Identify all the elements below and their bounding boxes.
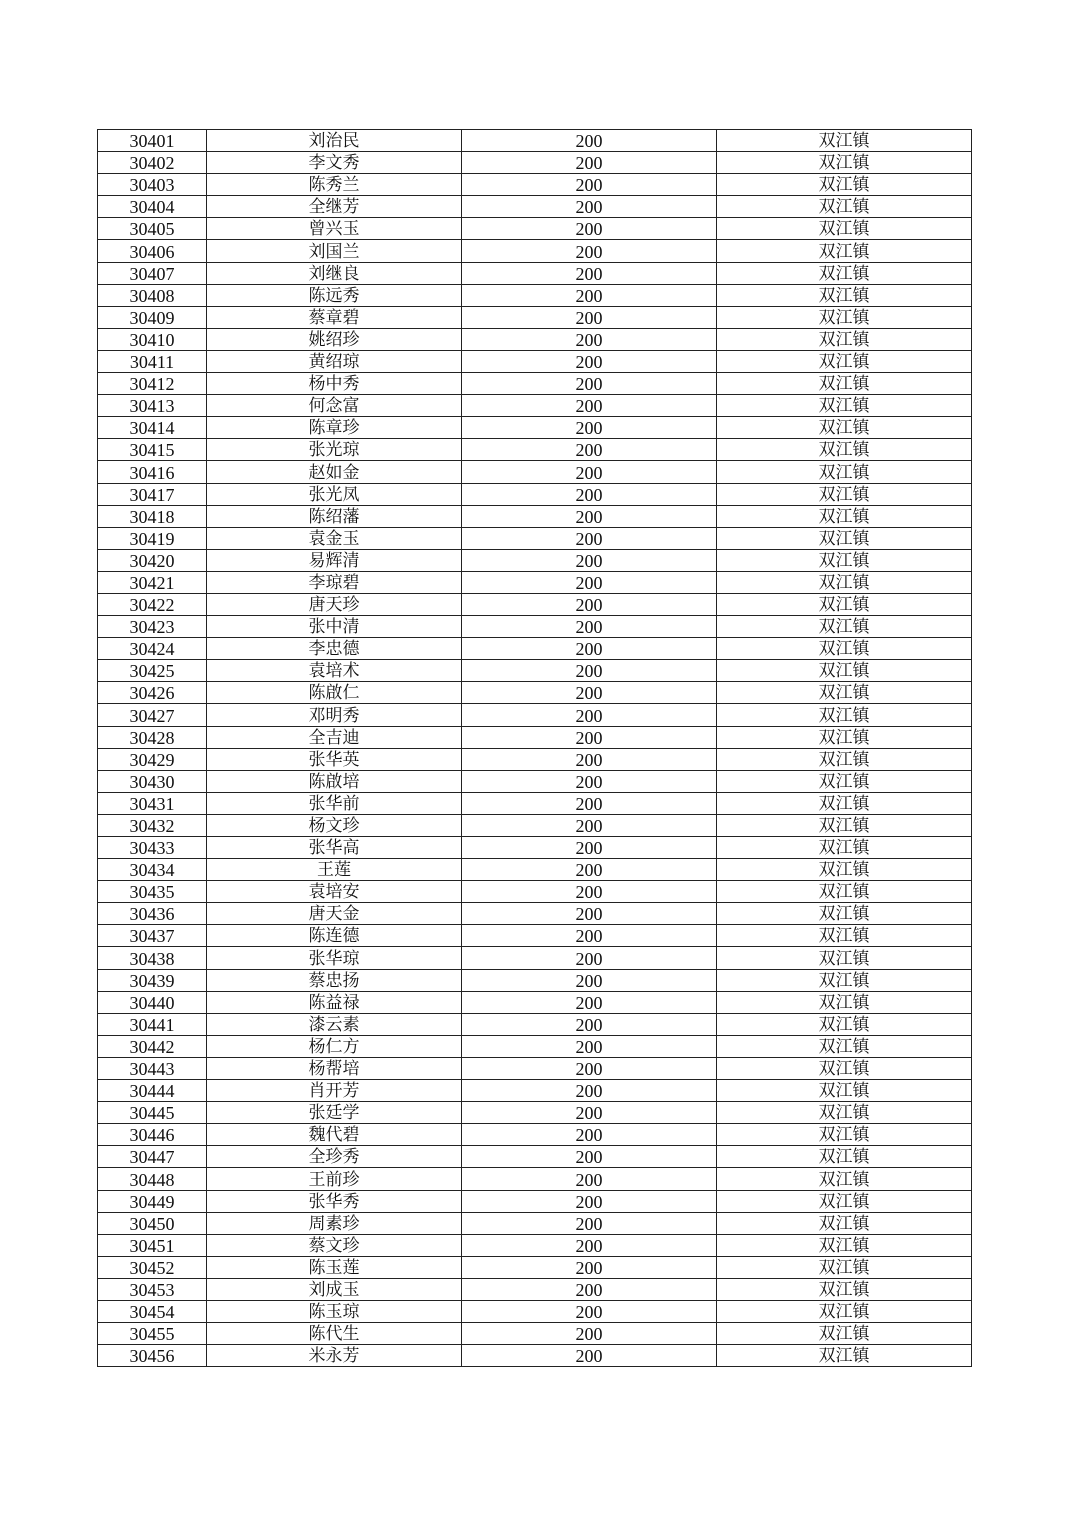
row-id-cell: 30418 xyxy=(98,505,207,527)
row-id-cell: 30409 xyxy=(98,306,207,328)
row-id-cell: 30428 xyxy=(98,726,207,748)
row-id-cell: 30404 xyxy=(98,196,207,218)
row-name-cell: 全吉迪 xyxy=(207,726,462,748)
table-row xyxy=(98,947,972,969)
row-name-cell: 刘国兰 xyxy=(207,240,462,262)
row-name-cell: 肖开芳 xyxy=(207,1080,462,1102)
table-row xyxy=(98,130,972,152)
row-amount-cell: 200 xyxy=(462,571,717,593)
table-row xyxy=(98,969,972,991)
row-amount-cell: 200 xyxy=(462,859,717,881)
table-row xyxy=(98,991,972,1013)
row-amount-cell: 200 xyxy=(462,1102,717,1124)
row-town-cell: 双江镇 xyxy=(717,373,972,395)
table-row xyxy=(98,218,972,240)
table-row xyxy=(98,925,972,947)
row-id-cell: 30448 xyxy=(98,1168,207,1190)
row-amount-cell: 200 xyxy=(462,218,717,240)
row-amount-cell: 200 xyxy=(462,726,717,748)
table-row xyxy=(98,549,972,571)
row-name-cell: 张廷学 xyxy=(207,1102,462,1124)
row-town-cell: 双江镇 xyxy=(717,859,972,881)
row-amount-cell: 200 xyxy=(462,1278,717,1300)
row-amount-cell: 200 xyxy=(462,947,717,969)
row-id-cell: 30413 xyxy=(98,395,207,417)
table-row xyxy=(98,1057,972,1079)
row-name-cell: 陈啟培 xyxy=(207,770,462,792)
row-amount-cell: 200 xyxy=(462,1345,717,1367)
row-amount-cell: 200 xyxy=(462,969,717,991)
row-name-cell: 陈秀兰 xyxy=(207,174,462,196)
row-town-cell: 双江镇 xyxy=(717,461,972,483)
row-id-cell: 30434 xyxy=(98,859,207,881)
row-id-cell: 30405 xyxy=(98,218,207,240)
row-id-cell: 30432 xyxy=(98,814,207,836)
row-id-cell: 30454 xyxy=(98,1300,207,1322)
table-row xyxy=(98,196,972,218)
table-row xyxy=(98,262,972,284)
row-town-cell: 双江镇 xyxy=(717,1035,972,1057)
row-amount-cell: 200 xyxy=(462,395,717,417)
row-id-cell: 30415 xyxy=(98,439,207,461)
row-name-cell: 袁金玉 xyxy=(207,527,462,549)
row-name-cell: 杨中秀 xyxy=(207,373,462,395)
row-town-cell: 双江镇 xyxy=(717,174,972,196)
row-id-cell: 30449 xyxy=(98,1190,207,1212)
table-row xyxy=(98,682,972,704)
row-name-cell: 漆云素 xyxy=(207,1013,462,1035)
row-town-cell: 双江镇 xyxy=(717,240,972,262)
row-amount-cell: 200 xyxy=(462,1212,717,1234)
table-row xyxy=(98,439,972,461)
table-row xyxy=(98,152,972,174)
row-amount-cell: 200 xyxy=(462,262,717,284)
row-amount-cell: 200 xyxy=(462,306,717,328)
row-town-cell: 双江镇 xyxy=(717,638,972,660)
row-town-cell: 双江镇 xyxy=(717,1013,972,1035)
row-id-cell: 30411 xyxy=(98,350,207,372)
row-town-cell: 双江镇 xyxy=(717,1146,972,1168)
table-row xyxy=(98,593,972,615)
row-amount-cell: 200 xyxy=(462,616,717,638)
row-name-cell: 陈绍藩 xyxy=(207,505,462,527)
table-row xyxy=(98,1124,972,1146)
row-id-cell: 30429 xyxy=(98,748,207,770)
row-id-cell: 30437 xyxy=(98,925,207,947)
row-town-cell: 双江镇 xyxy=(717,1057,972,1079)
table-row xyxy=(98,240,972,262)
row-town-cell: 双江镇 xyxy=(717,571,972,593)
row-amount-cell: 200 xyxy=(462,152,717,174)
table-row xyxy=(98,1323,972,1345)
row-id-cell: 30447 xyxy=(98,1146,207,1168)
table-row xyxy=(98,859,972,881)
row-id-cell: 30419 xyxy=(98,527,207,549)
row-town-cell: 双江镇 xyxy=(717,1323,972,1345)
row-amount-cell: 200 xyxy=(462,284,717,306)
table-row xyxy=(98,417,972,439)
row-amount-cell: 200 xyxy=(462,682,717,704)
row-town-cell: 双江镇 xyxy=(717,284,972,306)
row-id-cell: 30439 xyxy=(98,969,207,991)
row-town-cell: 双江镇 xyxy=(717,1234,972,1256)
row-id-cell: 30438 xyxy=(98,947,207,969)
row-amount-cell: 200 xyxy=(462,483,717,505)
row-name-cell: 唐天珍 xyxy=(207,593,462,615)
table-row xyxy=(98,328,972,350)
row-name-cell: 王莲 xyxy=(207,859,462,881)
row-id-cell: 30416 xyxy=(98,461,207,483)
table-row xyxy=(98,770,972,792)
table-row xyxy=(98,527,972,549)
row-amount-cell: 200 xyxy=(462,1080,717,1102)
row-town-cell: 双江镇 xyxy=(717,837,972,859)
table-row xyxy=(98,616,972,638)
table-row xyxy=(98,1035,972,1057)
row-id-cell: 30414 xyxy=(98,417,207,439)
row-town-cell: 双江镇 xyxy=(717,792,972,814)
row-name-cell: 陈章珍 xyxy=(207,417,462,439)
table-row xyxy=(98,792,972,814)
row-amount-cell: 200 xyxy=(462,991,717,1013)
row-amount-cell: 200 xyxy=(462,240,717,262)
row-id-cell: 30451 xyxy=(98,1234,207,1256)
row-name-cell: 张华秀 xyxy=(207,1190,462,1212)
row-town-cell: 双江镇 xyxy=(717,152,972,174)
row-name-cell: 何念富 xyxy=(207,395,462,417)
row-town-cell: 双江镇 xyxy=(717,925,972,947)
row-town-cell: 双江镇 xyxy=(717,1168,972,1190)
row-town-cell: 双江镇 xyxy=(717,616,972,638)
row-name-cell: 张华英 xyxy=(207,748,462,770)
row-town-cell: 双江镇 xyxy=(717,814,972,836)
row-amount-cell: 200 xyxy=(462,1256,717,1278)
row-name-cell: 陈益禄 xyxy=(207,991,462,1013)
table-row xyxy=(98,505,972,527)
row-amount-cell: 200 xyxy=(462,350,717,372)
row-id-cell: 30408 xyxy=(98,284,207,306)
row-name-cell: 陈远秀 xyxy=(207,284,462,306)
row-amount-cell: 200 xyxy=(462,130,717,152)
row-amount-cell: 200 xyxy=(462,638,717,660)
row-id-cell: 30406 xyxy=(98,240,207,262)
roster-table-body xyxy=(98,130,972,1367)
row-name-cell: 曾兴玉 xyxy=(207,218,462,240)
row-amount-cell: 200 xyxy=(462,770,717,792)
table-row xyxy=(98,1190,972,1212)
table-row xyxy=(98,903,972,925)
row-name-cell: 杨文珍 xyxy=(207,814,462,836)
row-name-cell: 蔡文珍 xyxy=(207,1234,462,1256)
row-id-cell: 30410 xyxy=(98,328,207,350)
row-id-cell: 30443 xyxy=(98,1057,207,1079)
row-amount-cell: 200 xyxy=(462,1124,717,1146)
row-amount-cell: 200 xyxy=(462,174,717,196)
row-id-cell: 30402 xyxy=(98,152,207,174)
row-town-cell: 双江镇 xyxy=(717,682,972,704)
row-id-cell: 30417 xyxy=(98,483,207,505)
row-name-cell: 张华高 xyxy=(207,837,462,859)
row-name-cell: 陈啟仁 xyxy=(207,682,462,704)
row-town-cell: 双江镇 xyxy=(717,1190,972,1212)
row-amount-cell: 200 xyxy=(462,1190,717,1212)
row-name-cell: 邓明秀 xyxy=(207,704,462,726)
table-row xyxy=(98,1300,972,1322)
row-amount-cell: 200 xyxy=(462,704,717,726)
table-row xyxy=(98,306,972,328)
row-amount-cell: 200 xyxy=(462,837,717,859)
row-id-cell: 30430 xyxy=(98,770,207,792)
table-row xyxy=(98,1080,972,1102)
row-town-cell: 双江镇 xyxy=(717,881,972,903)
row-name-cell: 李忠德 xyxy=(207,638,462,660)
row-amount-cell: 200 xyxy=(462,1300,717,1322)
row-town-cell: 双江镇 xyxy=(717,704,972,726)
row-id-cell: 30450 xyxy=(98,1212,207,1234)
row-town-cell: 双江镇 xyxy=(717,1345,972,1367)
table-row xyxy=(98,373,972,395)
row-amount-cell: 200 xyxy=(462,1234,717,1256)
row-town-cell: 双江镇 xyxy=(717,991,972,1013)
row-amount-cell: 200 xyxy=(462,1168,717,1190)
row-name-cell: 刘成玉 xyxy=(207,1278,462,1300)
table-row xyxy=(98,726,972,748)
row-name-cell: 张华琼 xyxy=(207,947,462,969)
row-id-cell: 30431 xyxy=(98,792,207,814)
table-row xyxy=(98,881,972,903)
row-name-cell: 米永芳 xyxy=(207,1345,462,1367)
row-town-cell: 双江镇 xyxy=(717,130,972,152)
row-name-cell: 张光琼 xyxy=(207,439,462,461)
row-town-cell: 双江镇 xyxy=(717,1212,972,1234)
row-town-cell: 双江镇 xyxy=(717,593,972,615)
row-amount-cell: 200 xyxy=(462,814,717,836)
table-row xyxy=(98,1278,972,1300)
row-amount-cell: 200 xyxy=(462,1146,717,1168)
row-name-cell: 刘继良 xyxy=(207,262,462,284)
row-amount-cell: 200 xyxy=(462,1035,717,1057)
row-town-cell: 双江镇 xyxy=(717,1278,972,1300)
row-name-cell: 魏代碧 xyxy=(207,1124,462,1146)
row-name-cell: 杨帮培 xyxy=(207,1057,462,1079)
row-id-cell: 30442 xyxy=(98,1035,207,1057)
row-town-cell: 双江镇 xyxy=(717,483,972,505)
row-name-cell: 蔡忠扬 xyxy=(207,969,462,991)
row-amount-cell: 200 xyxy=(462,417,717,439)
row-id-cell: 30456 xyxy=(98,1345,207,1367)
row-name-cell: 张光凤 xyxy=(207,483,462,505)
table-row xyxy=(98,1234,972,1256)
roster-table xyxy=(97,129,972,1367)
row-town-cell: 双江镇 xyxy=(717,439,972,461)
table-row xyxy=(98,571,972,593)
table-row xyxy=(98,748,972,770)
row-amount-cell: 200 xyxy=(462,1057,717,1079)
row-amount-cell: 200 xyxy=(462,1013,717,1035)
row-name-cell: 易辉清 xyxy=(207,549,462,571)
row-id-cell: 30407 xyxy=(98,262,207,284)
row-town-cell: 双江镇 xyxy=(717,218,972,240)
table-row xyxy=(98,1345,972,1367)
row-id-cell: 30445 xyxy=(98,1102,207,1124)
row-name-cell: 张华前 xyxy=(207,792,462,814)
row-name-cell: 刘治民 xyxy=(207,130,462,152)
table-row xyxy=(98,1212,972,1234)
row-amount-cell: 200 xyxy=(462,439,717,461)
table-row xyxy=(98,837,972,859)
row-id-cell: 30401 xyxy=(98,130,207,152)
table-row xyxy=(98,1013,972,1035)
table-row xyxy=(98,638,972,660)
table-row xyxy=(98,483,972,505)
row-name-cell: 袁培术 xyxy=(207,660,462,682)
row-amount-cell: 200 xyxy=(462,196,717,218)
row-id-cell: 30427 xyxy=(98,704,207,726)
row-town-cell: 双江镇 xyxy=(717,726,972,748)
row-town-cell: 双江镇 xyxy=(717,350,972,372)
row-id-cell: 30453 xyxy=(98,1278,207,1300)
row-town-cell: 双江镇 xyxy=(717,328,972,350)
table-row xyxy=(98,284,972,306)
row-id-cell: 30444 xyxy=(98,1080,207,1102)
row-id-cell: 30436 xyxy=(98,903,207,925)
row-id-cell: 30446 xyxy=(98,1124,207,1146)
row-town-cell: 双江镇 xyxy=(717,395,972,417)
row-town-cell: 双江镇 xyxy=(717,1080,972,1102)
row-name-cell: 王前珍 xyxy=(207,1168,462,1190)
row-town-cell: 双江镇 xyxy=(717,660,972,682)
row-amount-cell: 200 xyxy=(462,1323,717,1345)
row-name-cell: 赵如金 xyxy=(207,461,462,483)
row-amount-cell: 200 xyxy=(462,527,717,549)
row-id-cell: 30420 xyxy=(98,549,207,571)
row-amount-cell: 200 xyxy=(462,748,717,770)
row-name-cell: 杨仁方 xyxy=(207,1035,462,1057)
row-town-cell: 双江镇 xyxy=(717,903,972,925)
row-id-cell: 30440 xyxy=(98,991,207,1013)
row-town-cell: 双江镇 xyxy=(717,549,972,571)
row-name-cell: 陈玉莲 xyxy=(207,1256,462,1278)
row-id-cell: 30422 xyxy=(98,593,207,615)
row-amount-cell: 200 xyxy=(462,373,717,395)
row-town-cell: 双江镇 xyxy=(717,527,972,549)
row-amount-cell: 200 xyxy=(462,461,717,483)
row-name-cell: 李文秀 xyxy=(207,152,462,174)
row-id-cell: 30412 xyxy=(98,373,207,395)
row-town-cell: 双江镇 xyxy=(717,262,972,284)
row-amount-cell: 200 xyxy=(462,792,717,814)
row-name-cell: 陈玉琼 xyxy=(207,1300,462,1322)
row-town-cell: 双江镇 xyxy=(717,1124,972,1146)
table-row xyxy=(98,704,972,726)
row-amount-cell: 200 xyxy=(462,903,717,925)
row-name-cell: 袁培安 xyxy=(207,881,462,903)
row-name-cell: 黄绍琼 xyxy=(207,350,462,372)
row-town-cell: 双江镇 xyxy=(717,1300,972,1322)
row-town-cell: 双江镇 xyxy=(717,417,972,439)
row-town-cell: 双江镇 xyxy=(717,306,972,328)
row-name-cell: 蔡章碧 xyxy=(207,306,462,328)
row-id-cell: 30455 xyxy=(98,1323,207,1345)
row-town-cell: 双江镇 xyxy=(717,748,972,770)
row-name-cell: 周素珍 xyxy=(207,1212,462,1234)
table-row xyxy=(98,174,972,196)
row-town-cell: 双江镇 xyxy=(717,969,972,991)
row-town-cell: 双江镇 xyxy=(717,1256,972,1278)
table-row xyxy=(98,814,972,836)
row-id-cell: 30435 xyxy=(98,881,207,903)
row-id-cell: 30426 xyxy=(98,682,207,704)
table-row xyxy=(98,350,972,372)
row-amount-cell: 200 xyxy=(462,660,717,682)
row-id-cell: 30441 xyxy=(98,1013,207,1035)
row-amount-cell: 200 xyxy=(462,505,717,527)
row-name-cell: 全珍秀 xyxy=(207,1146,462,1168)
row-name-cell: 张中清 xyxy=(207,616,462,638)
row-name-cell: 李琼碧 xyxy=(207,571,462,593)
row-amount-cell: 200 xyxy=(462,328,717,350)
row-name-cell: 姚绍珍 xyxy=(207,328,462,350)
row-town-cell: 双江镇 xyxy=(717,1102,972,1124)
table-row xyxy=(98,660,972,682)
row-id-cell: 30425 xyxy=(98,660,207,682)
table-row xyxy=(98,1168,972,1190)
row-id-cell: 30424 xyxy=(98,638,207,660)
row-amount-cell: 200 xyxy=(462,549,717,571)
table-row xyxy=(98,1256,972,1278)
row-amount-cell: 200 xyxy=(462,881,717,903)
row-town-cell: 双江镇 xyxy=(717,947,972,969)
row-id-cell: 30423 xyxy=(98,616,207,638)
table-row xyxy=(98,395,972,417)
row-id-cell: 30433 xyxy=(98,837,207,859)
table-row xyxy=(98,1146,972,1168)
row-name-cell: 唐天金 xyxy=(207,903,462,925)
row-id-cell: 30421 xyxy=(98,571,207,593)
row-name-cell: 陈代生 xyxy=(207,1323,462,1345)
row-id-cell: 30452 xyxy=(98,1256,207,1278)
row-id-cell: 30403 xyxy=(98,174,207,196)
row-name-cell: 陈连德 xyxy=(207,925,462,947)
table-row xyxy=(98,461,972,483)
row-town-cell: 双江镇 xyxy=(717,770,972,792)
row-amount-cell: 200 xyxy=(462,925,717,947)
row-town-cell: 双江镇 xyxy=(717,505,972,527)
row-amount-cell: 200 xyxy=(462,593,717,615)
row-town-cell: 双江镇 xyxy=(717,196,972,218)
row-name-cell: 全继芳 xyxy=(207,196,462,218)
table-row xyxy=(98,1102,972,1124)
